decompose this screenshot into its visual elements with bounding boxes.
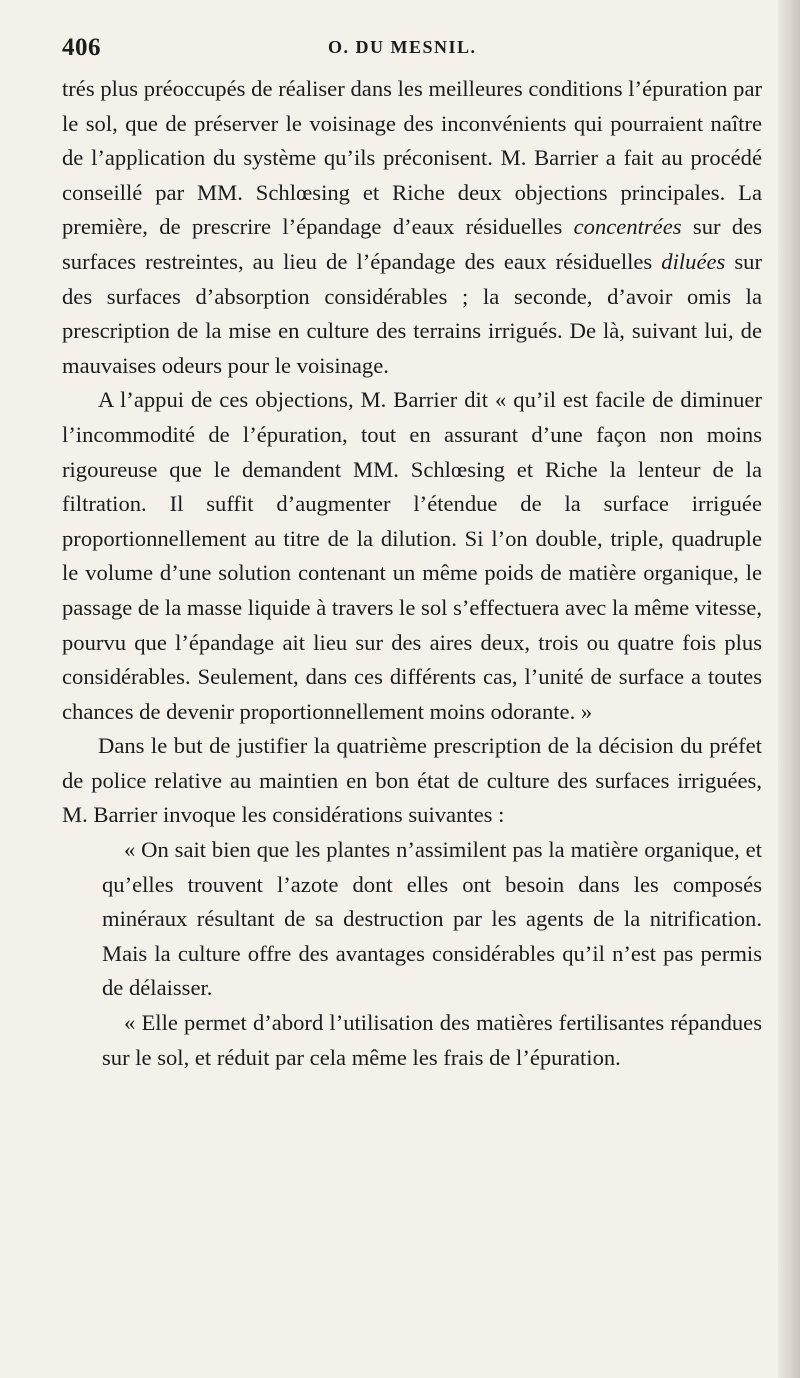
running-head: O. DU MESNIL. [328,37,477,57]
page-number: 406 [62,34,101,61]
paragraph-3: Dans le but de justifier la quatrième prescription de la décision du préfet de police relative au maintien en bon état de culture des surfaces irriguées, M. Barrier invoque les considérations suivantes : [62,733,762,828]
paragraph-2: A l’appui de ces objections, M. Barrier dit « qu’il est facile de diminuer l’incommodité de l’épuration, tout en assurant d’une façon non moins rigoureuse que le demandent MM. Schlœsing et Riche la lenteur de la filtration. Il suffit d’augmenter l’étendue de la surface irriguée proportionnellement au titre de la dilution. Si l’on double, triple, quadruple le volume d’une solution contenant un même poids de matière organique, le passage de la masse liquide à travers le sol s’effectuera avec la même vitesse, pourvu que l’épandage ait lieu sur des aires deux, trois ou quatre fois plus considérables. Seulement, dans ces différents cas, l’unité de surface a toutes chances de devenir proportionnellement moins odorante. » [62,387,762,724]
quotation-paragraph-1: « On sait bien que les plantes n’assimilent pas la matière organique, et qu’elles trouvent l’azote dont elles ont besoin dans les composés minéraux résultant de sa destruction par les agents de la nitrification. Mais la culture offre des avantages considérables qu’il n’est pas permis de délaisser. [102,837,762,1001]
page-body [62,72,762,1075]
page-header [62,34,762,68]
quotation-paragraph-2: « Elle permet d’abord l’utilisation des matières fertilisantes répandues sur le sol, et réduit par cela même les frais de l’épuration. [102,1010,762,1070]
paragraph-1 [62,72,762,383]
paragraph-1-part-c: sur des surfaces restreintes, au lieu de l’épandage des eaux résiduelles [62,214,763,274]
page-edge-shadow [778,0,800,1378]
paragraph-1-part-e: sur des surfaces d’absorption considérables ; la seconde, d’avoir omis la prescription de la mise en culture des terrains irrigués. De là, suivant lui, de mauvaises odeurs pour le voisinage. [62,248,762,378]
italic-concentrees: concentrées [573,214,682,240]
paragraph-1-part-a: trés plus préoccupés de réaliser dans les meilleures conditions l’épuration par le sol, que de préserver le voisinage des inconvénients qui pourraient naître de l’application du système qu’ils préconisent. M. Barrier a fait au procédé conseillé par MM. Schlœsing et Riche deux objections principales. La première, de prescrire l’épandage d’eaux résiduelles [62,76,762,240]
italic-diluees: diluées [661,248,726,274]
